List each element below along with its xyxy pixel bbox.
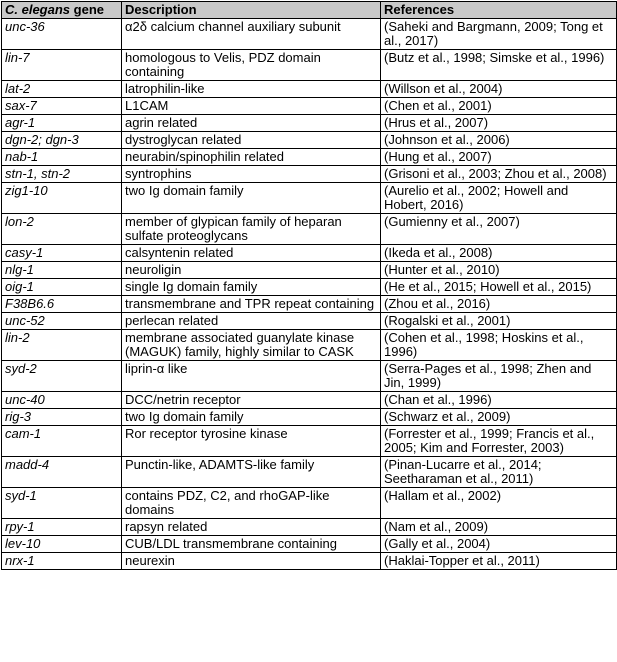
gene-cell: lin-2 bbox=[2, 330, 122, 361]
gene-cell: agr-1 bbox=[2, 115, 122, 132]
gene-cell: sax-7 bbox=[2, 98, 122, 115]
references-cell: (Schwarz et al., 2009) bbox=[381, 409, 617, 426]
table-row bbox=[2, 296, 617, 313]
description-cell: contains PDZ, C2, and rhoGAP-like domains bbox=[122, 488, 381, 519]
references-cell: (Nam et al., 2009) bbox=[381, 519, 617, 536]
gene-cell: cam-1 bbox=[2, 426, 122, 457]
header-description: Description bbox=[122, 2, 381, 19]
table-row bbox=[2, 262, 617, 279]
description-cell: member of glypican family of heparan sulfate proteoglycans bbox=[122, 214, 381, 245]
table-body bbox=[2, 19, 617, 570]
table-row bbox=[2, 488, 617, 519]
description-cell: DCC/netrin receptor bbox=[122, 392, 381, 409]
description-cell: latrophilin-like bbox=[122, 81, 381, 98]
description-cell: single Ig domain family bbox=[122, 279, 381, 296]
description-cell: dystroglycan related bbox=[122, 132, 381, 149]
references-cell: (Serra-Pages et al., 1998; Zhen and Jin, 1999) bbox=[381, 361, 617, 392]
table-row bbox=[2, 279, 617, 296]
table-row bbox=[2, 409, 617, 426]
references-cell: (Ikeda et al., 2008) bbox=[381, 245, 617, 262]
gene-cell: madd-4 bbox=[2, 457, 122, 488]
references-cell: (Haklai-Topper et al., 2011) bbox=[381, 553, 617, 570]
table-header bbox=[2, 2, 617, 19]
description-cell: agrin related bbox=[122, 115, 381, 132]
references-cell: (Chen et al., 2001) bbox=[381, 98, 617, 115]
description-cell: perlecan related bbox=[122, 313, 381, 330]
table-row bbox=[2, 426, 617, 457]
gene-cell: oig-1 bbox=[2, 279, 122, 296]
references-cell: (Saheki and Bargmann, 2009; Tong et al., 2017) bbox=[381, 19, 617, 50]
description-cell: transmembrane and TPR repeat containing bbox=[122, 296, 381, 313]
gene-cell: nrx-1 bbox=[2, 553, 122, 570]
gene-cell: casy-1 bbox=[2, 245, 122, 262]
table-row bbox=[2, 183, 617, 214]
gene-cell: unc-36 bbox=[2, 19, 122, 50]
gene-cell: unc-40 bbox=[2, 392, 122, 409]
references-cell: (Johnson et al., 2006) bbox=[381, 132, 617, 149]
description-cell: two Ig domain family bbox=[122, 409, 381, 426]
description-cell: neurexin bbox=[122, 553, 381, 570]
description-cell: liprin-α like bbox=[122, 361, 381, 392]
gene-cell: dgn-2; dgn-3 bbox=[2, 132, 122, 149]
table-row bbox=[2, 361, 617, 392]
gene-table bbox=[1, 1, 617, 570]
table-row bbox=[2, 313, 617, 330]
table-row bbox=[2, 553, 617, 570]
description-cell: neuroligin bbox=[122, 262, 381, 279]
description-cell: rapsyn related bbox=[122, 519, 381, 536]
table-row bbox=[2, 132, 617, 149]
table-row bbox=[2, 166, 617, 183]
description-cell: homologous to Velis, PDZ domain containing bbox=[122, 50, 381, 81]
references-cell: (He et al., 2015; Howell et al., 2015) bbox=[381, 279, 617, 296]
gene-cell: lev-10 bbox=[2, 536, 122, 553]
table-row bbox=[2, 330, 617, 361]
references-cell: (Gally et al., 2004) bbox=[381, 536, 617, 553]
description-cell: neurabin/spinophilin related bbox=[122, 149, 381, 166]
gene-cell: lin-7 bbox=[2, 50, 122, 81]
gene-cell: zig1-10 bbox=[2, 183, 122, 214]
table-row bbox=[2, 392, 617, 409]
references-cell: (Hunter et al., 2010) bbox=[381, 262, 617, 279]
gene-cell: rig-3 bbox=[2, 409, 122, 426]
header-gene-suffix: gene bbox=[70, 2, 104, 17]
table-row bbox=[2, 457, 617, 488]
references-cell: (Grisoni et al., 2003; Zhou et al., 2008) bbox=[381, 166, 617, 183]
description-cell: membrane associated guanylate kinase (MAGUK) family, highly similar to CASK bbox=[122, 330, 381, 361]
gene-cell: F38B6.6 bbox=[2, 296, 122, 313]
gene-cell: stn-1, stn-2 bbox=[2, 166, 122, 183]
references-cell: (Cohen et al., 1998; Hoskins et al., 1996) bbox=[381, 330, 617, 361]
table-row bbox=[2, 98, 617, 115]
gene-cell: nab-1 bbox=[2, 149, 122, 166]
table-row bbox=[2, 536, 617, 553]
table-row bbox=[2, 81, 617, 98]
table-row bbox=[2, 115, 617, 132]
references-cell: (Hrus et al., 2007) bbox=[381, 115, 617, 132]
header-references: References bbox=[381, 2, 617, 19]
table-row bbox=[2, 19, 617, 50]
references-cell: (Zhou et al., 2016) bbox=[381, 296, 617, 313]
references-cell: (Willson et al., 2004) bbox=[381, 81, 617, 98]
references-cell: (Aurelio et al., 2002; Howell and Hobert, 2016) bbox=[381, 183, 617, 214]
gene-cell: rpy-1 bbox=[2, 519, 122, 536]
description-cell: L1CAM bbox=[122, 98, 381, 115]
description-cell: calsyntenin related bbox=[122, 245, 381, 262]
gene-cell: lon-2 bbox=[2, 214, 122, 245]
description-cell: α2δ calcium channel auxiliary subunit bbox=[122, 19, 381, 50]
description-cell: Punctin-like, ADAMTS-like family bbox=[122, 457, 381, 488]
references-cell: (Forrester et al., 1999; Francis et al., 2005; Kim and Forrester, 2003) bbox=[381, 426, 617, 457]
header-gene-species: C. elegans bbox=[5, 2, 71, 17]
description-cell: two Ig domain family bbox=[122, 183, 381, 214]
references-cell: (Pinan-Lucarre et al., 2014; Seetharaman et al., 2011) bbox=[381, 457, 617, 488]
references-cell: (Gumienny et al., 2007) bbox=[381, 214, 617, 245]
header-gene bbox=[2, 2, 122, 19]
gene-cell: unc-52 bbox=[2, 313, 122, 330]
table-row bbox=[2, 149, 617, 166]
table-row bbox=[2, 519, 617, 536]
gene-cell: lat-2 bbox=[2, 81, 122, 98]
description-cell: Ror receptor tyrosine kinase bbox=[122, 426, 381, 457]
references-cell: (Hung et al., 2007) bbox=[381, 149, 617, 166]
description-cell: syntrophins bbox=[122, 166, 381, 183]
gene-cell: syd-1 bbox=[2, 488, 122, 519]
description-cell: CUB/LDL transmembrane containing bbox=[122, 536, 381, 553]
references-cell: (Butz et al., 1998; Simske et al., 1996) bbox=[381, 50, 617, 81]
table-row bbox=[2, 50, 617, 81]
gene-cell: nlg-1 bbox=[2, 262, 122, 279]
references-cell: (Hallam et al., 2002) bbox=[381, 488, 617, 519]
table-row bbox=[2, 214, 617, 245]
table-row bbox=[2, 245, 617, 262]
references-cell: (Chan et al., 1996) bbox=[381, 392, 617, 409]
header-row bbox=[2, 2, 617, 19]
references-cell: (Rogalski et al., 2001) bbox=[381, 313, 617, 330]
gene-cell: syd-2 bbox=[2, 361, 122, 392]
